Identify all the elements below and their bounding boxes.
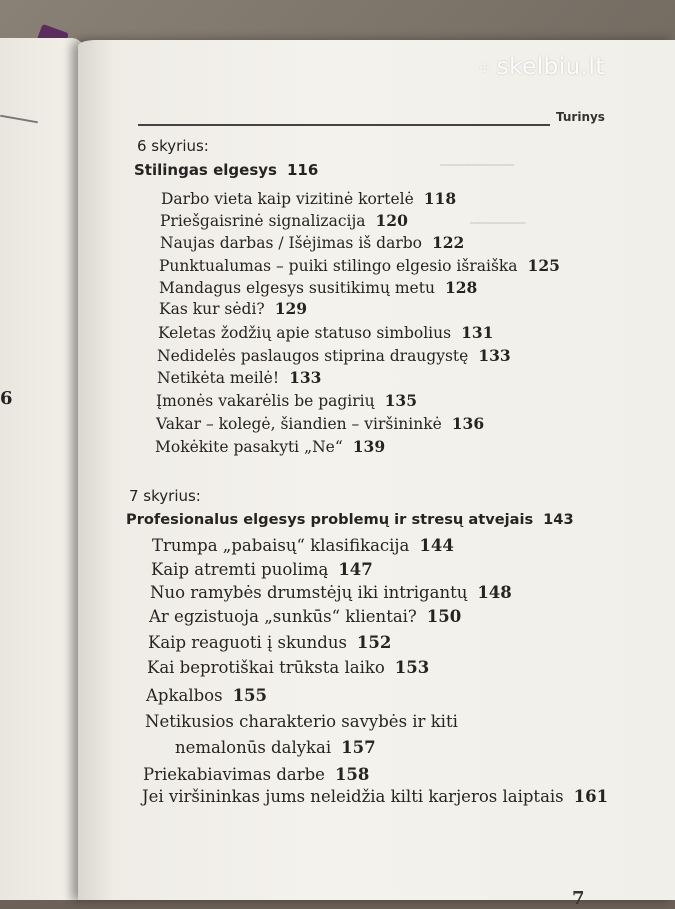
toc-entry: Kaip atremti puolimą 147	[151, 560, 373, 579]
toc-entry: Priekabiavimas darbe 158	[143, 765, 370, 784]
toc-entry: Priešgaisrinė signalizacija 120	[160, 211, 408, 230]
section-title: Profesionalus elgesys problemų ir stresų atvejais 143	[126, 511, 574, 528]
toc-entry: Mokėkite pasakyti „Ne“ 139	[155, 437, 386, 456]
toc-entry: Nedidelės paslaugos stiprina draugystę 133	[157, 346, 511, 365]
section-title: Stilingas elgesys 116	[134, 161, 319, 179]
toc-entry: Ar egzistuoja „sunkūs“ klientai? 150	[149, 607, 462, 626]
toc-entry: Nuo ramybės drumstėjų iki intrigantų 148	[150, 583, 512, 602]
toc-entry: Netikėta meilė! 133	[157, 368, 322, 387]
toc-entry-continuation: nemalonūs dalykai 157	[175, 738, 376, 757]
toc-entry: Kas kur sėdi? 129	[159, 299, 308, 318]
page-number: 7	[572, 888, 585, 909]
toc-entry: Įmonės vakarėlis be pagirių 135	[156, 391, 417, 410]
toc-entry: Punktualumas – puiki stilingo elgesio išraiška 125	[159, 256, 560, 275]
running-header: Turinys	[556, 110, 605, 124]
left-page-rule	[0, 115, 38, 124]
watermark: ⁘ skelbiu.lt	[477, 54, 605, 80]
left-page-number: 6	[0, 388, 13, 409]
header-rule	[138, 124, 550, 126]
toc-entry: Kaip reaguoti į skundus 152	[148, 633, 392, 652]
toc-entry: Apkalbos 155	[146, 686, 268, 705]
toc-entry: Trumpa „pabaisų“ klasifikacija 144	[152, 536, 454, 555]
chapter-heading: 7 skyrius:	[129, 487, 201, 505]
toc-entry: Darbo vieta kaip vizitinė kortelė 118	[161, 189, 457, 208]
chapter-heading: 6 skyrius:	[137, 137, 209, 155]
toc-entry: Netikusios charakterio savybės ir kiti	[145, 712, 458, 731]
toc-entry: Jei viršininkas jums neleidžia kilti karjeros laiptais 161	[142, 787, 609, 806]
watermark-dots-icon: ⁘	[477, 58, 493, 79]
show-through-text: ▁▁▁▁▁▁▁▁	[440, 152, 514, 166]
show-through-text: ▁▁▁▁▁▁	[470, 210, 526, 224]
toc-entry: Mandagus elgesys susitikimų metu 128	[159, 278, 478, 297]
toc-entry: Naujas darbas / Išėjimas iš darbo 122	[160, 233, 465, 252]
toc-entry: Keletas žodžių apie statuso simbolius 131	[158, 323, 494, 342]
toc-entry: Kai beprotiškai trūksta laiko 153	[147, 658, 430, 677]
toc-entry: Vakar – kolegė, šiandien – viršininkė 136	[156, 414, 485, 433]
